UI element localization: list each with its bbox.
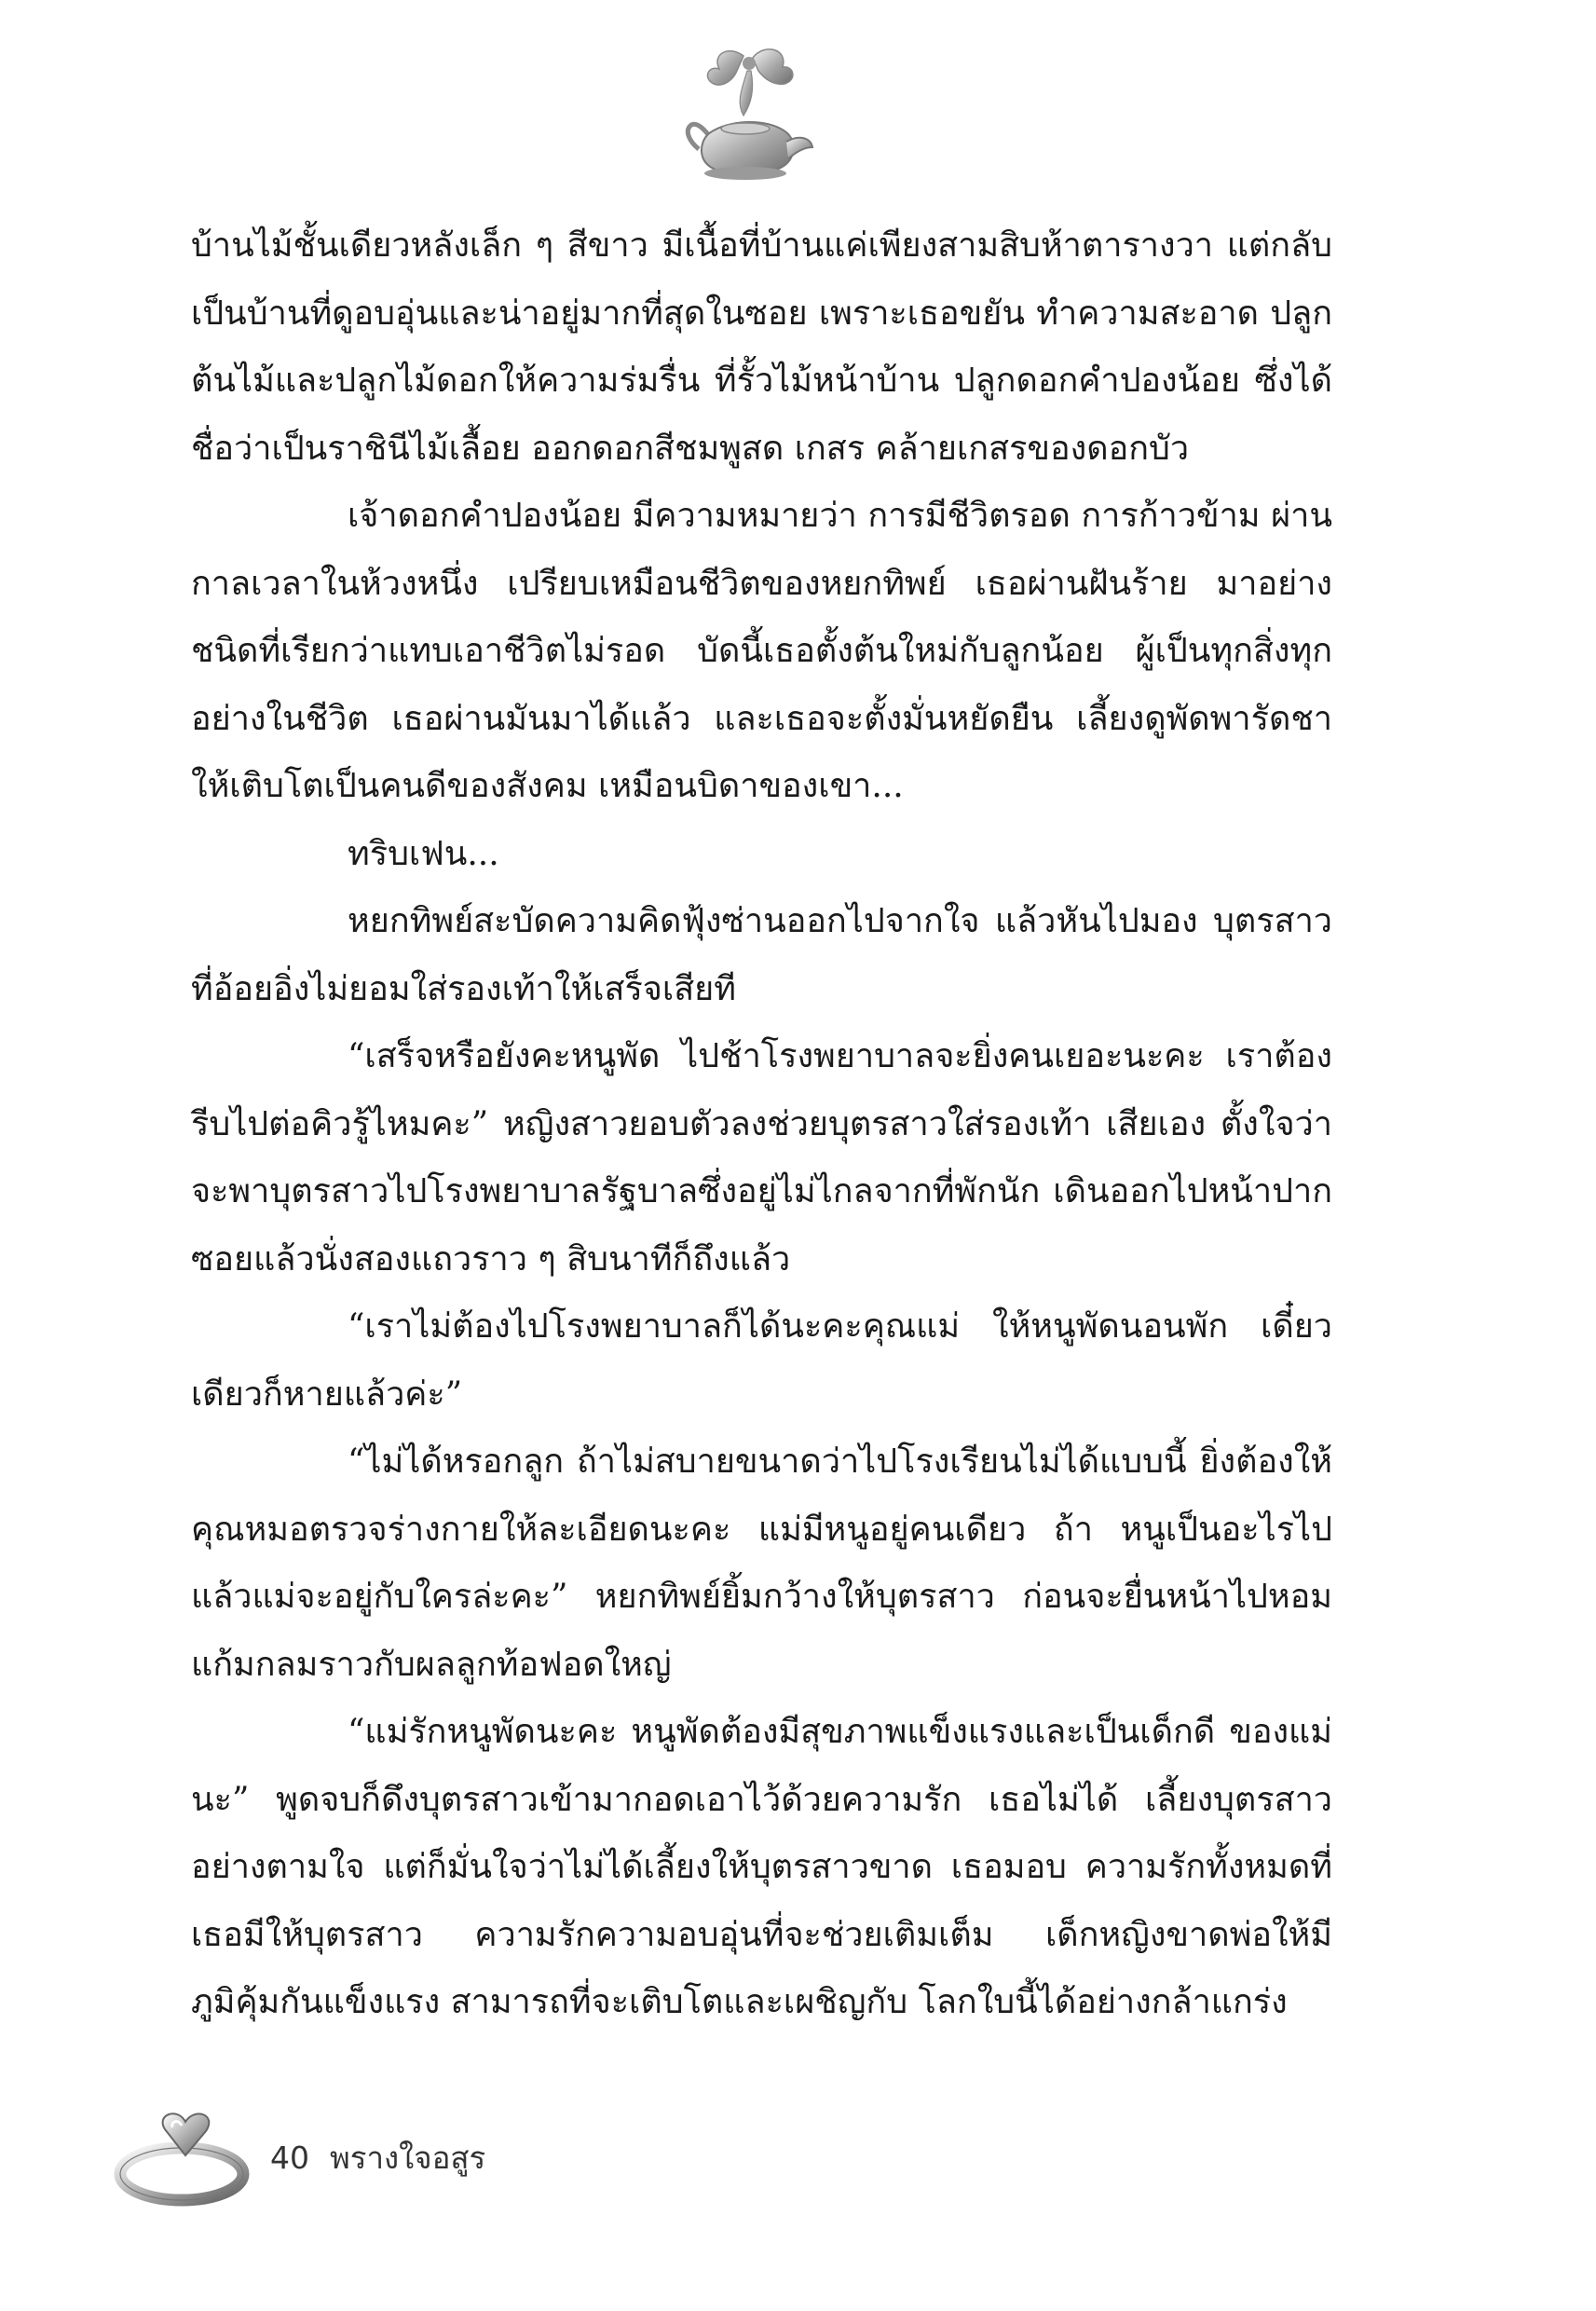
book-title: พรางใจอสูร: [330, 2140, 486, 2176]
folio: [270, 2133, 506, 2182]
paragraph: ทริบเฟน...: [348, 834, 499, 873]
page-footer: [107, 2101, 666, 2213]
paragraph: หยกทิพย์สะบัดความคิดฟุ้งซ่านออกไปจากใจ แล้วหันไปมอง บุตรสาวที่อ้อยอิ่งไม่ยอมใส่รองเท้าให้เสร็จเสียที: [191, 902, 1332, 1008]
page-number: 40: [270, 2140, 309, 2176]
teapot-fairy-ornament: [671, 37, 820, 196]
paragraph: “ไม่ได้หรอกลูก ถ้าไม่สบายขนาดว่าไปโรงเรียนไม่ได้แบบนี้ ยิ่งต้องให้คุณหมอตรวจร่างกายให้ละเอียดนะคะ แม่มีหนูอยู่คนเดียว ถ้า หนูเป็นอะไรไปแล้วแม่จะอยู่กับใครล่ะคะ” หยกทิพย์ยิ้มกว้างให้บุตรสาว ก่อนจะยื่นหน้าไปหอมแก้มกลมราวกับผลลูกท้อฟอดใหญ่: [191, 1443, 1332, 1684]
body-text: [191, 212, 1332, 2037]
ring-heart-ornament: [107, 2101, 275, 2213]
paragraph: เจ้าดอกคำปองน้อย มีความหมายว่า การมีชีวิตรอด การก้าวข้าม ผ่านกาลเวลาในห้วงหนึ่ง เปรียบเหมือนชีวิตของหยกทิพย์ เธอผ่านฝันร้าย มาอย่างชนิดที่เรียกว่าแทบเอาชีวิตไม่รอด บัดนี้เธอตั้งต้นใหม่กับลูกน้อย ผู้เป็นทุกสิ่งทุกอย่างในชีวิต เธอผ่านมันมาได้แล้ว และเธอจะตั้งมั่นหยัดยืน เลี้ยงดูพัดพารัดชาให้เติบโตเป็นคนดีของสังคม เหมือนบิดาของเขา...: [191, 497, 1332, 805]
paragraph: “เสร็จหรือยังคะหนูพัด ไปช้าโรงพยาบาลจะยิ่งคนเยอะนะคะ เราต้องรีบไปต่อคิวรู้ไหมคะ” หญิงสาวยอบตัวลงช่วยบุตรสาวใส่รองเท้า เสียเอง ตั้งใจว่าจะพาบุตรสาวไปโรงพยาบาลรัฐบาลซึ่งอยู่ไม่ไกลจากที่พักนัก เดินออกไปหน้าปากซอยแล้วนั่งสองแถวราว ๆ สิบนาทีก็ถึงแล้ว: [191, 1037, 1332, 1279]
paragraph: “เราไม่ต้องไปโรงพยาบาลก็ได้นะคะคุณแม่ ให้หนูพัดนอนพัก เดี๋ยวเดียวก็หายแล้วค่ะ”: [191, 1307, 1332, 1414]
paragraph: “แม่รักหนูพัดนะคะ หนูพัดต้องมีสุขภาพแข็งแรงและเป็นเด็กดี ของแม่นะ” พูดจบก็ดึงบุตรสาวเข้ามากอดเอาไว้ด้วยความรัก เธอไม่ได้ เลี้ยงบุตรสาวอย่างตามใจ แต่ก็มั่นใจว่าไม่ได้เลี้ยงให้บุตรสาวขาด เธอมอบ ความรักทั้งหมดที่เธอมีให้บุตรสาว ความรักความอบอุ่นที่จะช่วยเติมเต็ม เด็กหญิงขาดพ่อให้มีภูมิคุ้มกันแข็งแรง สามารถที่จะเติบโตและเผชิญกับ โลกใบนี้ได้อย่างกล้าแกร่ง: [191, 1713, 1332, 2021]
paragraph: บ้านไม้ชั้นเดียวหลังเล็ก ๆ สีขาว มีเนื้อที่บ้านแค่เพียงสามสิบห้าตารางวา แต่กลับเป็นบ้านที่ดูอบอุ่นและน่าอยู่มากที่สุดในซอย เพราะเธอขยัน ทำความสะอาด ปลูกต้นไม้และปลูกไม้ดอกให้ความร่มรื่น ที่รั้วไม้หน้าบ้าน ปลูกดอกคำปองน้อย ซึ่งได้ชื่อว่าเป็นราชินีไม้เลื้อย ออกดอกสีชมพูสด เกสร คล้ายเกสรของดอกบัว: [191, 226, 1332, 468]
